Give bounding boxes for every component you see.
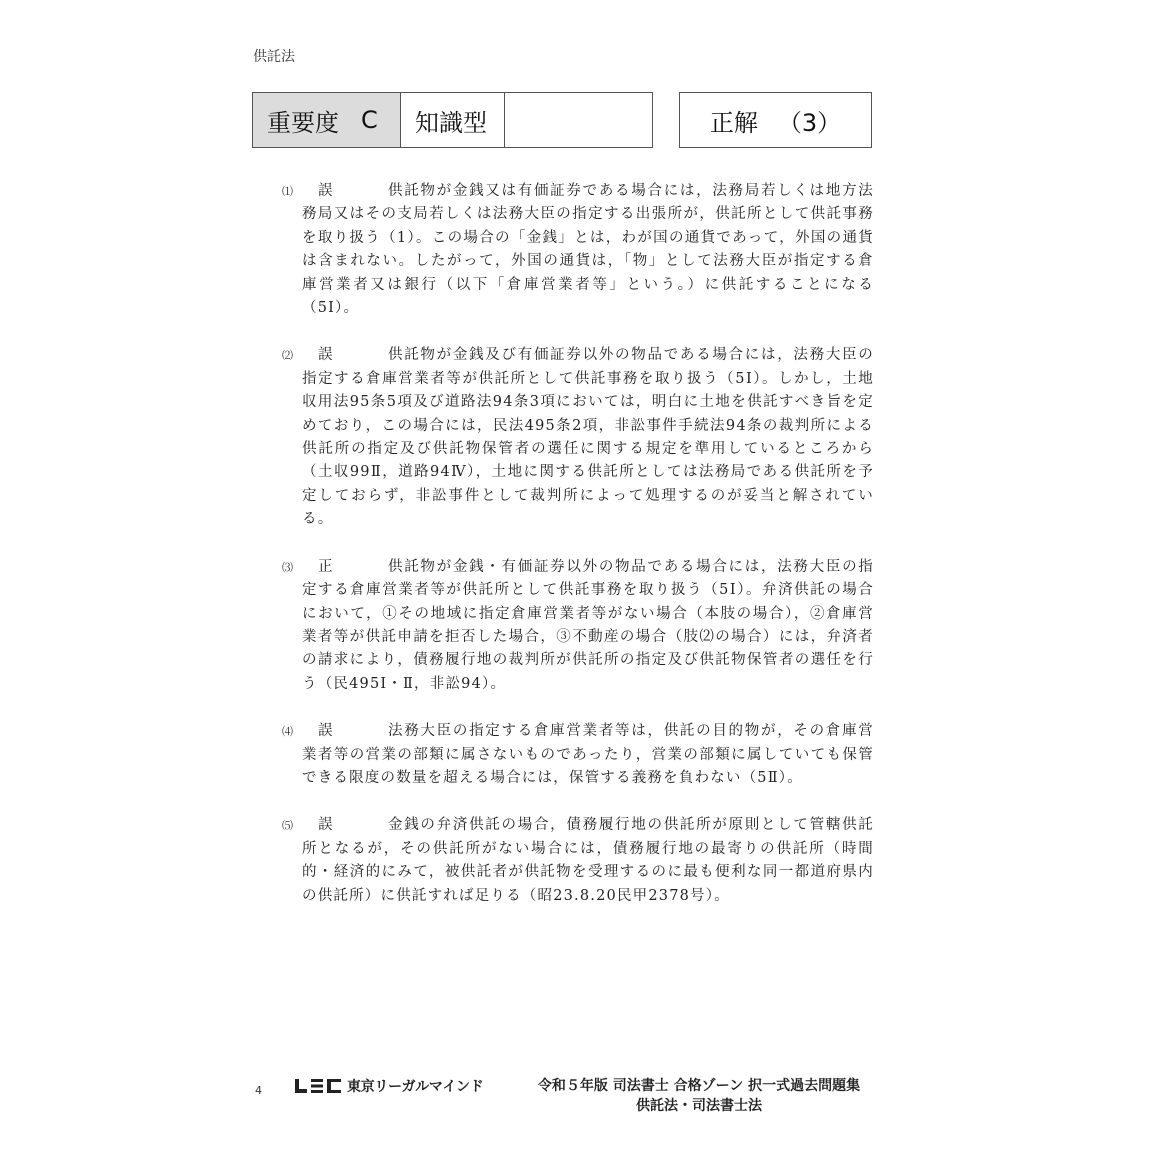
item-text: 金銭の弁済供託の場合，債務履行地の供託所が原則として管轄供託所となるが，その供託所がない場合には，債務履行地の最寄りの供託所（時間的・経済的にみて，被供託者が供託物を受理するのに最も便利な同一都道府県内の供託所）に供託すれば足りる（昭23.8.20民甲2378号）。 <box>302 817 874 904</box>
explanation-item-4 <box>282 720 874 790</box>
item-text: 供託物が金銭・有価証券以外の物品である場合には，法務大臣の指定する倉庫営業者等が供託所として供託事務を取り扱う（5Ⅰ）。弁済供託の場合において，①その地域に指定倉庫営業者等がない場合（本肢の場合），②倉庫営業者等が供託申請を拒否した場合，③不動産の場合（肢⑵の場合）には，弁済者の請求により，債務履行地の裁判所が供託所の指定及び供託物保管者の選任を行う（民495Ⅰ・Ⅱ，非訟94）。 <box>302 558 874 692</box>
book-title-line-1: 令和５年版 司法書士 合格ゾーン 択一式過去問題集 <box>537 1078 861 1094</box>
page-number: 4 <box>255 1084 262 1097</box>
explanation-item-3 <box>282 556 874 696</box>
item-number: ⑷ <box>282 725 295 739</box>
item-verdict: 正 <box>318 558 334 575</box>
explanation-item-5 <box>282 814 874 908</box>
lec-logo-mark-icon <box>295 1077 343 1095</box>
item-number: ⑴ <box>282 185 295 198</box>
item-verdict: 誤 <box>318 183 334 199</box>
item-verdict: 誤 <box>318 347 334 364</box>
item-verdict: 誤 <box>318 723 334 740</box>
explanation-item-1 <box>282 180 874 320</box>
running-head: 供託法 <box>253 49 295 65</box>
importance-label: 重要度 <box>267 108 339 137</box>
item-verdict: 誤 <box>318 817 334 834</box>
explanation-item-2 <box>282 344 874 531</box>
item-text: 供託物が金銭又は有価証券である場合には，法務局若しくは地方法務局又はその支局若しくは法務大臣の指定する出張所が，供託所として供託事務を取り扱う（1）。この場合の「金銭」とは，わが国の通貨であって，外国の通貨は含まれない。したがって，外国の通貨は，「物」として法務大臣が指定する倉庫営業者又は銀行（以下「倉庫営業者等」という。）に供託することになる（5Ⅰ）。 <box>302 183 874 317</box>
answer-box <box>679 92 872 148</box>
item-text: 法務大臣の指定する倉庫営業者等は，供託の目的物が，その倉庫営業者等の営業の部類に属さないものであったり，営業の部類に属していても保管できる限度の数量を超える場合には，保管する義務を負わない（5Ⅱ）。 <box>302 723 874 786</box>
lec-logo <box>295 1076 483 1096</box>
item-number: ⑶ <box>282 560 295 574</box>
company-name: 東京リーガルマインド <box>347 1079 484 1095</box>
book-title-line-2: 供託法・司法書士法 <box>636 1098 762 1114</box>
answer-value: （3） <box>777 108 842 137</box>
page-footer <box>255 1076 875 1126</box>
question-header-table <box>252 92 653 148</box>
answer-label: 正解 <box>709 108 758 137</box>
importance-grade: C <box>361 106 378 134</box>
blank-cell <box>505 93 652 147</box>
item-number: ⑸ <box>282 819 295 833</box>
item-text: 供託物が金銭及び有価証券以外の物品である場合には，法務大臣の指定する倉庫営業者等が供託所として供託事務を取り扱う（5Ⅰ）。しかし，土地収用法95条5項及び道路法94条3項においては，明白に土地を供託すべき旨を定めており，この場合には，民法495条2項，非訟事件手続法94条の裁判所による供託所の指定及び供託物保管者の選任に関する規定を準用しているところから（土収99Ⅱ，道路94Ⅳ），土地に関する供託所としては法務局である供託所を予定しておらず，非訟事件として裁判所によって処理するのが妥当と解されている。 <box>302 347 874 528</box>
book-title <box>519 1076 879 1116</box>
question-type-cell: 知識型 <box>401 93 505 147</box>
item-number: ⑵ <box>282 349 295 363</box>
explanation-list <box>282 180 874 932</box>
importance-cell <box>253 93 401 147</box>
